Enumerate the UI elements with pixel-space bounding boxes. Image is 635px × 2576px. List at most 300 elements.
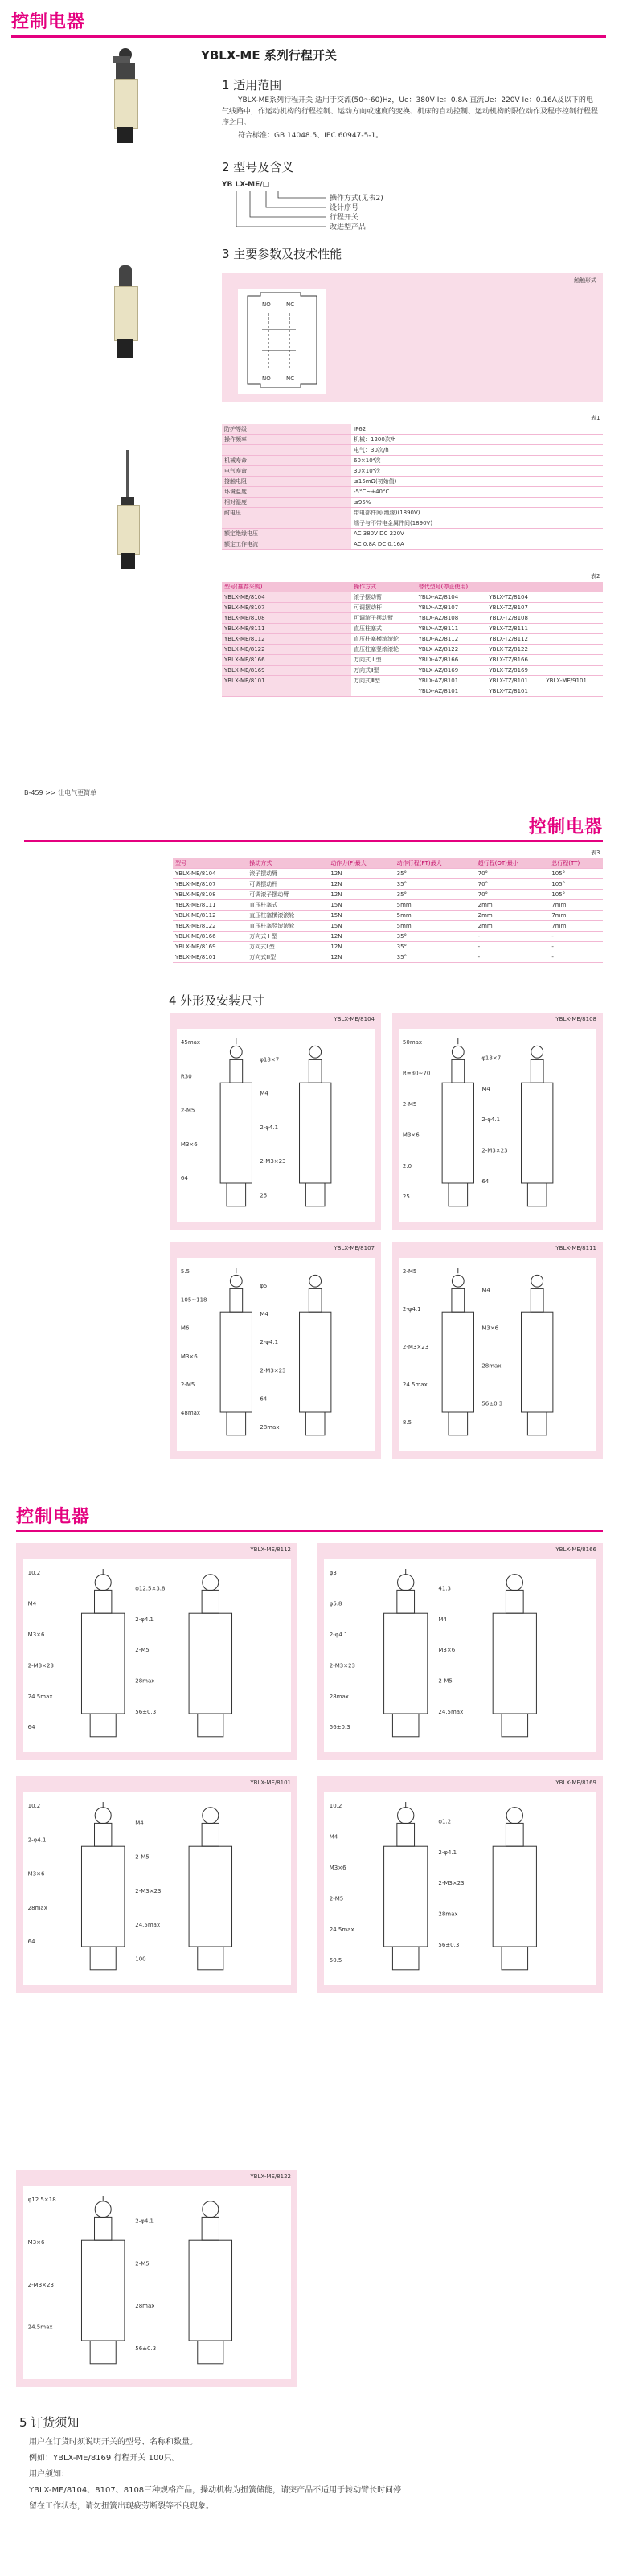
table1-value: AC 380V DC 220V — [351, 529, 603, 539]
table2-row — [222, 634, 603, 645]
drawing-8101-svg — [23, 1792, 291, 1985]
table3-cell: YBLX-ME/8101 — [173, 952, 247, 963]
switch-head-side — [230, 1288, 243, 1312]
switch-connector-side — [90, 1714, 116, 1737]
table2-cell: YBLX-ME/8112 — [222, 634, 351, 645]
diagram-no-bot: NO — [262, 375, 271, 382]
dimension-label: 24.5max — [438, 1709, 464, 1715]
table2-cell — [543, 686, 603, 697]
drawing-8122-svg — [23, 2186, 291, 2379]
table2-cell: YBLX-AZ/8107 — [416, 603, 487, 613]
dimension-label: 2-M5 — [180, 1107, 195, 1114]
table2-cell: YBLX-TZ/8107 — [486, 603, 543, 613]
product-photo-8111 — [109, 265, 141, 362]
table2-cell: YBLX-AZ/8104 — [416, 592, 487, 603]
dimension-label: 2-M5 — [402, 1268, 417, 1276]
dimension-label: 5.5 — [180, 1268, 190, 1276]
table2-header-cell — [543, 582, 603, 592]
switch-connector-side — [90, 1947, 116, 1970]
table2-cell — [543, 624, 603, 634]
dimension-label: 45max — [180, 1039, 201, 1046]
switch-body-side — [220, 1083, 252, 1183]
dimension-label: R=30~70 — [402, 1070, 431, 1077]
panel-8169-title: YBLX-ME/8169 — [555, 1779, 596, 1786]
table3-cell: 直压柱塞式 — [247, 900, 328, 911]
table2-cell — [543, 634, 603, 645]
switch-roller-side — [95, 1575, 111, 1591]
dimension-label: 2-M5 — [135, 1647, 150, 1654]
switch-body-side — [442, 1312, 473, 1412]
table3-row — [173, 952, 603, 963]
table3-cell: YBLX-ME/8112 — [173, 911, 247, 921]
dimension-label: 50.5 — [329, 1957, 342, 1964]
contact-form-label: 触触形式 — [574, 277, 596, 284]
table2-cell: YBLX-TZ/8122 — [486, 645, 543, 655]
dimension-label: 24.5max — [329, 1926, 354, 1933]
switch-body-side — [81, 1613, 124, 1714]
table2-cell — [543, 592, 603, 603]
dimension-label: φ12.5×3.8 — [135, 1585, 166, 1592]
dimension-label: 2-M5 — [135, 1853, 150, 1861]
switch-connector-side — [392, 1947, 419, 1970]
section5-heading: 5 订货须知 — [19, 2415, 80, 2430]
model-code-item-3: 行程开关 — [330, 214, 359, 222]
table3-cell: 35° — [395, 890, 476, 900]
table3-cell: - — [476, 932, 550, 942]
switch-roller-side — [452, 1275, 464, 1287]
dimension-label: 2-φ4.1 — [135, 1616, 154, 1623]
dimension-label: 2-φ4.1 — [329, 1632, 348, 1638]
switch-body-front — [300, 1083, 331, 1183]
table2-header-cell: 型号(推荐采购) — [222, 582, 351, 592]
switch-roller-side — [230, 1046, 242, 1058]
table1-value: IP62 — [351, 424, 603, 435]
dimension-label: 2-M3×23 — [135, 1887, 162, 1894]
table3-cell: 15N — [328, 911, 394, 921]
switch-body-side — [81, 1846, 124, 1947]
drawing-8108-svg — [399, 1029, 596, 1222]
model-code-item-2: 设计序号 — [330, 204, 359, 212]
table3-cell: 直压柱塞竖滚滚轮 — [247, 921, 328, 932]
table3-header-cell: 型号 — [173, 858, 247, 869]
panel-8104 — [170, 1013, 381, 1230]
table1-row — [222, 539, 603, 550]
page-number-text: B-459 — [24, 789, 43, 797]
panel-8169 — [318, 1776, 603, 1993]
dimension-label: M3×6 — [180, 1141, 198, 1148]
table2-cell: YBLX-ME/8107 — [222, 603, 351, 613]
table3-cell: 35° — [395, 942, 476, 952]
panel-8112 — [16, 1543, 297, 1760]
header-rule — [11, 35, 606, 38]
dimension-label: M4 — [27, 1600, 37, 1607]
table1 — [222, 424, 603, 550]
switch-connector-front — [305, 1412, 325, 1435]
panel-8101 — [16, 1776, 297, 1993]
dimension-label: φ5 — [260, 1282, 268, 1289]
dimension-label: φ3 — [329, 1570, 337, 1577]
table2-cell: YBLX-AZ/8166 — [416, 655, 487, 666]
table2-cell: YBLX-TZ/8101 — [486, 676, 543, 686]
table2-cell: YBLX-TZ/8104 — [486, 592, 543, 603]
dimension-label: 25 — [402, 1194, 410, 1201]
table2-row — [222, 686, 603, 697]
dimension-label: 2-φ4.1 — [135, 2218, 154, 2225]
switch-roller-side — [95, 2201, 111, 2218]
dimension-label: 100 — [135, 1956, 146, 1963]
table3-cell: 105° — [549, 869, 603, 879]
table3-cell: 7mm — [549, 921, 603, 932]
switch-body-front — [300, 1312, 331, 1412]
dimension-label: 10.2 — [27, 1803, 41, 1810]
table3-header — [173, 858, 603, 869]
panel-8107 — [170, 1242, 381, 1459]
table1-row — [222, 435, 603, 445]
switch-body-side — [81, 2240, 124, 2341]
table3-cell: 12N — [328, 932, 394, 942]
section3-heading: 3 主要参数及技术性能 — [222, 247, 342, 261]
dimension-label: 2-φ4.1 — [438, 1849, 457, 1856]
table2-cell: YBLX-ME/8104 — [222, 592, 351, 603]
switch-head-side — [397, 1823, 415, 1846]
table1-label: 相对湿度 — [222, 498, 351, 508]
table2-header-cell — [486, 582, 543, 592]
dimension-label: 10.2 — [27, 1570, 41, 1577]
table3-cell: 12N — [328, 952, 394, 963]
dimension-label: 2-M5 — [135, 2260, 150, 2267]
table3-cell: 12N — [328, 869, 394, 879]
table2-cell: YBLX-AZ/8169 — [416, 666, 487, 676]
switch-roller-front — [203, 1808, 219, 1824]
drawing-8101 — [23, 1792, 291, 1985]
dimension-label: 28max — [135, 2303, 155, 2310]
table2-cell — [543, 645, 603, 655]
dimension-label: 8.5 — [402, 1419, 412, 1426]
dimension-label: 2-φ4.1 — [260, 1124, 279, 1131]
page-slogan: 让电气更简单 — [58, 789, 97, 797]
dimension-label: M3×6 — [329, 1865, 346, 1871]
dimension-label: 2-φ4.1 — [481, 1116, 501, 1124]
table3-row — [173, 890, 603, 900]
table3-cell: YBLX-ME/8169 — [173, 942, 247, 952]
table3-title: 表3 — [591, 850, 600, 856]
table1-label: 防护等级 — [222, 424, 351, 435]
switch-connector-front — [198, 2341, 223, 2364]
table1-row — [222, 477, 603, 487]
dimension-label: M4 — [481, 1085, 490, 1092]
section2-heading: 2 型号及含义 — [222, 160, 294, 174]
switch-roller-front — [309, 1275, 322, 1287]
order-line-3: 用户须知： — [29, 2470, 69, 2479]
drawing-8111 — [399, 1258, 596, 1451]
table3-cell: 35° — [395, 952, 476, 963]
dimension-label: 64 — [27, 1724, 35, 1731]
table2-cell: YBLX-AZ/8101 — [416, 676, 487, 686]
table2-cell: YBLX-AZ/8122 — [416, 645, 487, 655]
switch-roller-side — [95, 1808, 111, 1824]
table3-row — [173, 932, 603, 942]
table3-header-cell: 超行程(OT)最小 — [476, 858, 550, 869]
table3-header-cell: 操动方式 — [247, 858, 328, 869]
dimension-label: φ12.5×18 — [27, 2197, 56, 2204]
panel-8108 — [392, 1013, 603, 1230]
table3-cell: YBLX-ME/8122 — [173, 921, 247, 932]
dimension-label: 24.5max — [135, 1922, 161, 1929]
contact-diagram-svg — [238, 289, 326, 394]
table3-cell: - — [549, 932, 603, 942]
table3-cell: 直压柱塞横滚滚轮 — [247, 911, 328, 921]
table1-row — [222, 466, 603, 477]
switch-connector-front — [198, 1714, 223, 1737]
table1-value: 30×10⁴次 — [351, 466, 603, 477]
switch-body-front — [493, 1846, 536, 1947]
table1-label: 接触电阻 — [222, 477, 351, 487]
switch-head-front — [202, 2217, 219, 2240]
order-line-5: 留在工作状态，请勿扭簧出现疲劳断裂等不良现象。 — [29, 2502, 214, 2511]
table1-label — [222, 445, 351, 456]
table3 — [173, 858, 603, 963]
switch-body-front — [189, 1613, 231, 1714]
table3-cell: 12N — [328, 879, 394, 890]
dimension-label: M3×6 — [402, 1132, 420, 1139]
dimension-label: 24.5max — [27, 2324, 53, 2331]
dimension-label: M4 — [481, 1287, 490, 1294]
brand-header: 控制电器 — [11, 12, 86, 32]
table3-cell: 70° — [476, 890, 550, 900]
table1-label: 额定绝缘电压 — [222, 529, 351, 539]
switch-connector-side — [449, 1183, 468, 1206]
table3-cell: 2mm — [476, 921, 550, 932]
switch-connector-front — [527, 1183, 547, 1206]
switch-body-side — [384, 1613, 428, 1714]
dimension-label: 2-M3×23 — [329, 1662, 356, 1669]
table2-cell — [543, 655, 603, 666]
table3-header-cell: 动作行程(PT)最大 — [395, 858, 476, 869]
switch-roller-front — [531, 1046, 543, 1058]
switch-body-front — [189, 1846, 231, 1947]
drawing-8104 — [177, 1029, 375, 1222]
switch-roller-front — [506, 1808, 522, 1824]
dimension-label: 105~118 — [180, 1296, 207, 1304]
dimension-label: 28max — [135, 1677, 155, 1685]
diagram-nc-top: NC — [286, 301, 295, 308]
table2-header-cell: 操作方式 — [351, 582, 416, 592]
table3-cell: 2mm — [476, 900, 550, 911]
model-code-brackets — [230, 190, 334, 238]
dimension-label: 2.0 — [402, 1162, 412, 1169]
table2-cell — [543, 603, 603, 613]
dimension-label: 41.3 — [438, 1585, 451, 1592]
table1-label: 环境温度 — [222, 487, 351, 498]
table2-cell: 直压柱塞式 — [351, 624, 416, 634]
table2-cell: YBLX-ME/8166 — [222, 655, 351, 666]
switch-head-side — [230, 1059, 243, 1083]
table3-cell: 12N — [328, 942, 394, 952]
table1-row — [222, 487, 603, 498]
table2-cell: 万向式 Ⅰ 型 — [351, 655, 416, 666]
table2-row — [222, 592, 603, 603]
dimension-label: M3×6 — [180, 1353, 198, 1360]
table3-cell: 15N — [328, 900, 394, 911]
table3-cell: 万向式Ⅱ型 — [247, 942, 328, 952]
switch-connector-side — [227, 1183, 246, 1206]
table3-cell: 35° — [395, 869, 476, 879]
table3-row — [173, 911, 603, 921]
table3-header-cell: 总行程(TT) — [549, 858, 603, 869]
product-title: YBLX-ME 系列行程开关 — [201, 48, 337, 63]
table1-label: 耐电压 — [222, 508, 351, 518]
dimension-label: 64 — [27, 1939, 35, 1946]
table3-cell: 万向式 Ⅰ 型 — [247, 932, 328, 942]
header-rule-3 — [16, 1530, 603, 1532]
panel-8122 — [16, 2170, 297, 2387]
dimension-label: M3×6 — [438, 1647, 456, 1654]
section1-standard: 符合标准：GB 14048.5、IEC 60947-5-1。 — [238, 132, 383, 140]
dimension-label: 56±0.3 — [438, 1942, 460, 1948]
table2-cell: 滚子摆动臂 — [351, 592, 416, 603]
table3-cell: 可调摆动杆 — [247, 879, 328, 890]
dimension-label: φ5.8 — [329, 1600, 342, 1607]
table3-row — [173, 921, 603, 932]
drawing-8112 — [23, 1559, 291, 1752]
dimension-label: 2-M5 — [438, 1677, 453, 1685]
table3-cell: YBLX-ME/8107 — [173, 879, 247, 890]
dimension-label: 64 — [481, 1178, 490, 1185]
drawing-8108 — [399, 1029, 596, 1222]
switch-roller-side — [452, 1046, 464, 1058]
model-code: YB LX-ME/□ — [222, 181, 270, 189]
table3-cell: 5mm — [395, 921, 476, 932]
table3-cell: 2mm — [476, 911, 550, 921]
dimension-label: 2-M3×23 — [438, 1880, 465, 1887]
product-photo-8104 — [109, 48, 141, 145]
table3-cell: 万向式Ⅲ型 — [247, 952, 328, 963]
table1-value: 机械：1200次/h — [351, 435, 603, 445]
dimension-label: 25 — [260, 1192, 268, 1199]
switch-connector-side — [90, 2341, 116, 2364]
table3-cell: - — [476, 942, 550, 952]
table2-cell: YBLX-AZ/8112 — [416, 634, 487, 645]
dimension-label: 2-M3×23 — [402, 1344, 429, 1351]
dimension-label: M6 — [180, 1325, 190, 1332]
table2-row — [222, 655, 603, 666]
table2-cell: YBLX-AZ/8108 — [416, 613, 487, 624]
dimension-label: 56±0.3 — [135, 1709, 157, 1715]
switch-head-front — [531, 1288, 543, 1312]
dimension-label: 64 — [260, 1395, 268, 1403]
table1-title: 表1 — [591, 415, 600, 421]
panel-8104-title: YBLX-ME/8104 — [334, 1016, 375, 1022]
switch-head-side — [95, 1823, 112, 1846]
table2-row — [222, 666, 603, 676]
table2-cell: YBLX-TZ/8111 — [486, 624, 543, 634]
dimension-label: 2-M3×23 — [481, 1147, 508, 1154]
dimension-label: M4 — [260, 1090, 268, 1097]
dimension-label: M4 — [438, 1616, 447, 1623]
table2-header — [222, 582, 603, 592]
switch-body-front — [522, 1083, 553, 1183]
switch-connector-side — [227, 1412, 246, 1435]
table2-cell: 可调滚子摆动臂 — [351, 613, 416, 624]
dimension-label: φ18×7 — [481, 1055, 502, 1062]
switch-body-front — [493, 1613, 536, 1714]
drawing-8122 — [23, 2186, 291, 2379]
table2-row — [222, 624, 603, 634]
table1-row — [222, 498, 603, 508]
brand-header-3: 控制电器 — [16, 1507, 91, 1527]
dimension-label: φ18×7 — [260, 1056, 280, 1063]
dimension-label: 2-M5 — [402, 1101, 417, 1108]
switch-connector-side — [449, 1412, 468, 1435]
switch-head-side — [95, 1590, 112, 1613]
header-rule-2 — [24, 840, 603, 842]
switch-roller-side — [230, 1275, 242, 1287]
dimension-label: M3×6 — [27, 1870, 45, 1878]
table1-label: 电气寿命 — [222, 466, 351, 477]
dimension-label: M3×6 — [27, 1632, 45, 1638]
switch-head-side — [397, 1590, 415, 1613]
model-code-item-4: 改进型产品 — [330, 223, 367, 231]
dimension-label: 56±0.3 — [481, 1400, 503, 1407]
table1-value: -5°C~+40°C — [351, 487, 603, 498]
table3-cell: - — [549, 942, 603, 952]
table3-cell: 70° — [476, 879, 550, 890]
table1-label — [222, 518, 351, 529]
table3-cell: YBLX-ME/8108 — [173, 890, 247, 900]
table2-cell: YBLX-AZ/8101 — [416, 686, 487, 697]
switch-connector-front — [527, 1412, 547, 1435]
table2 — [222, 582, 603, 697]
table3-cell: 70° — [476, 869, 550, 879]
table1-value: 电气：30次/h — [351, 445, 603, 456]
table1-label: 机械寿命 — [222, 456, 351, 466]
table3-cell: - — [549, 952, 603, 963]
table1-label: 额定工作电流 — [222, 539, 351, 550]
panel-8122-title: YBLX-ME/8122 — [250, 2173, 291, 2180]
table2-row — [222, 676, 603, 686]
contact-diagram-panel — [222, 273, 603, 402]
switch-head-side — [95, 2217, 112, 2240]
switch-roller-front — [531, 1275, 543, 1287]
table3-cell: 15N — [328, 921, 394, 932]
switch-head-front — [506, 1590, 523, 1613]
dimension-label: 56±0.3 — [329, 1724, 350, 1731]
dimension-label: 24.5max — [402, 1382, 428, 1388]
dimension-label: 28max — [329, 1693, 349, 1700]
panel-8108-title: YBLX-ME/8108 — [555, 1016, 596, 1022]
table3-cell: 7mm — [549, 900, 603, 911]
switch-connector-front — [502, 1714, 528, 1737]
dimension-label: M4 — [135, 1820, 144, 1827]
table2-cell: 可调摆动杆 — [351, 603, 416, 613]
table1-value: ≤15mΩ(初始值) — [351, 477, 603, 487]
table1-value: 带电部件间(绝缘)(1890V) — [351, 508, 603, 518]
dimension-label: M4 — [329, 1833, 338, 1841]
table2-cell — [351, 686, 416, 697]
diagram-no-top: NO — [262, 301, 271, 308]
table2-cell: 直压柱塞竖滚滚轮 — [351, 645, 416, 655]
switch-head-front — [309, 1288, 322, 1312]
table2-cell: YBLX-ME/8101 — [222, 676, 351, 686]
section1-text: YBLX-ME系列行程开关 适用于交流(50～60)Hz，Ue：380V Ie：0.8A 直流Ue：220V Ie：0.16A及以下的电气线路中，作运动机构的行程控制、运动方向或速度的变换、机床的自动控制、运动机构的限位动作及程序控制行程程序之用。 — [222, 96, 599, 127]
dimension-label: 2-φ4.1 — [260, 1339, 279, 1346]
table2-title: 表2 — [591, 573, 600, 579]
model-code-item-1: 操作方式(见表2) — [330, 195, 383, 203]
drawing-8169-svg — [324, 1792, 596, 1985]
table1-label: 操作频率 — [222, 435, 351, 445]
table2-row — [222, 603, 603, 613]
dimension-label: 10.2 — [329, 1803, 342, 1810]
